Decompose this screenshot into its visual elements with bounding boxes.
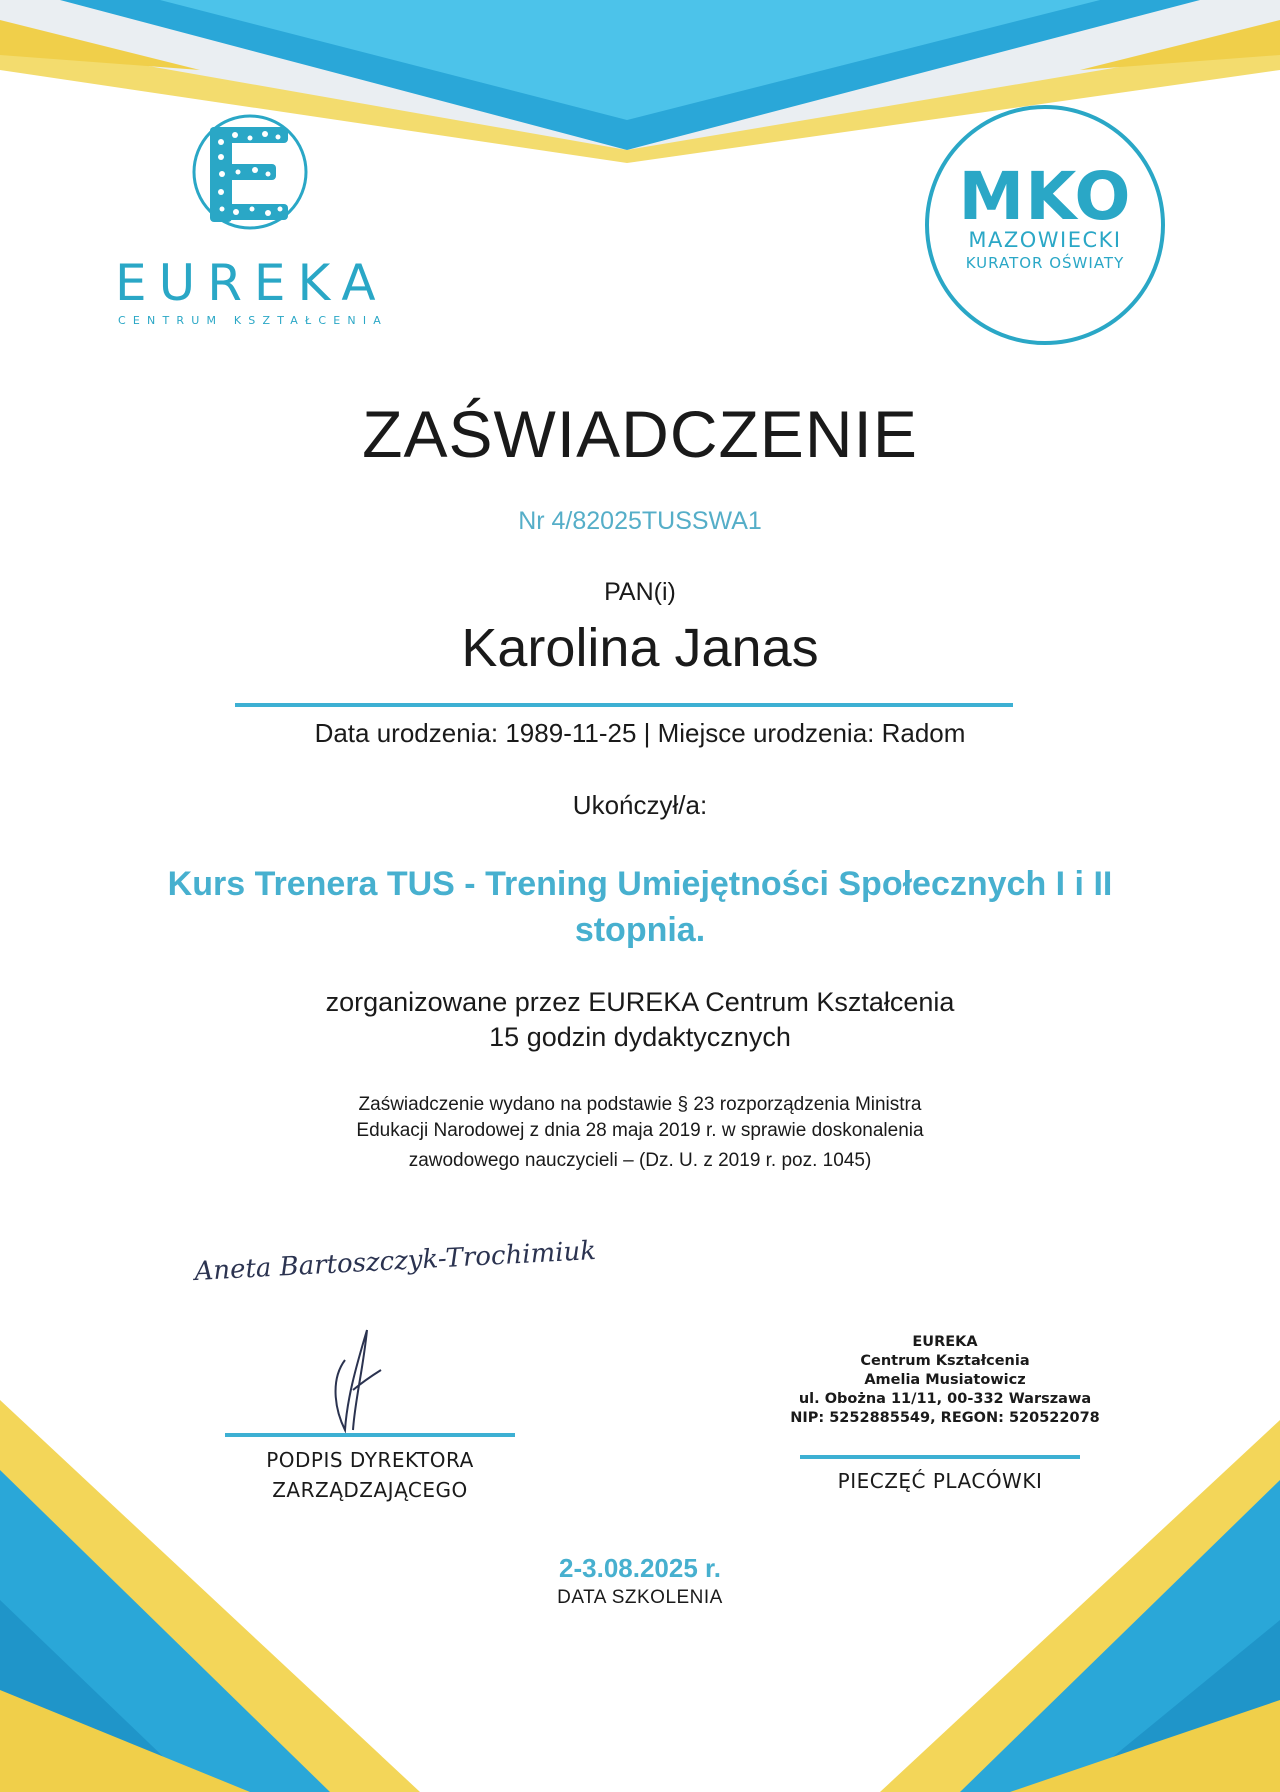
training-date-label: DATA SZKOLENIA <box>557 1587 723 1608</box>
mko-abbr: MKO <box>958 158 1132 235</box>
svg-text:Aneta Bartoszczyk-Trochimiuk: Aneta Bartoszczyk-Trochimiuk <box>193 1235 597 1287</box>
stamp-line1: EUREKA <box>912 1334 978 1350</box>
course-title <box>0 861 1280 953</box>
signature-label-line1: PODPIS DYREKTORA <box>266 1448 474 1472</box>
hours-text: 15 godzin dydaktycznych <box>489 1022 791 1052</box>
stamp-line4: ul. Obożna 11/11, 00-332 Warszawa <box>798 1391 1092 1407</box>
certificate-title: ZAŚWIADCZENIE <box>362 397 918 471</box>
organizer-block <box>0 985 1280 1055</box>
training-date: 2-3.08.2025 r. <box>559 1553 721 1583</box>
legal-line2: Edukacji Narodowej z dnia 28 maja 2019 r. w sprawie doskonalenia <box>356 1120 924 1141</box>
stamp-line3: Amelia Musiatowicz <box>864 1372 1026 1388</box>
director-signature <box>193 1235 597 1440</box>
course-title-line2: stopnia. <box>574 911 706 949</box>
signature-label-line2: ZARZĄDZAJĄCEGO <box>272 1478 468 1502</box>
stamp-line <box>800 1455 1080 1459</box>
organizer-text: zorganizowane przez EUREKA Centrum Kształcenia <box>325 987 955 1017</box>
stamp-label: PIECZĘĆ PLACÓWKI <box>837 1469 1043 1493</box>
signature-line <box>225 1433 515 1437</box>
mko-line2: KURATOR OŚWIATY <box>965 254 1125 272</box>
salutation: PAN(i) <box>604 578 676 606</box>
legal-basis <box>0 1092 1280 1174</box>
legal-line3: zawodowego nauczycieli – (Dz. U. z 2019 r. poz. 1045) <box>408 1150 872 1171</box>
birth-info: Data urodzenia: 1989-11-25 | Miejsce urodzenia: Radom <box>314 718 966 748</box>
signature-label <box>210 1445 530 1505</box>
mko-line1: MAZOWIECKI <box>968 228 1122 252</box>
course-title-line1: Kurs Trenera TUS - Trening Umiejętności Społecznych I i II <box>167 865 1113 903</box>
name-underline <box>235 703 1013 707</box>
stamp-line2: Centrum Kształcenia <box>860 1353 1030 1369</box>
completed-label: Ukończył/a: <box>572 790 708 820</box>
recipient-name: Karolina Janas <box>461 618 819 678</box>
institution-stamp <box>770 1333 1120 1428</box>
stamp-line5: NIP: 5252885549, REGON: 520522078 <box>790 1410 1100 1426</box>
eureka-logo-subtitle: CENTRUM KSZTAŁCENIA <box>118 314 388 327</box>
eureka-logo-name: EUREKA <box>115 254 388 312</box>
legal-line1: Zaświadczenie wydano na podstawie § 23 rozporządzenia Ministra <box>358 1094 922 1115</box>
certificate-number: Nr 4/82025TUSSWA1 <box>518 507 762 535</box>
